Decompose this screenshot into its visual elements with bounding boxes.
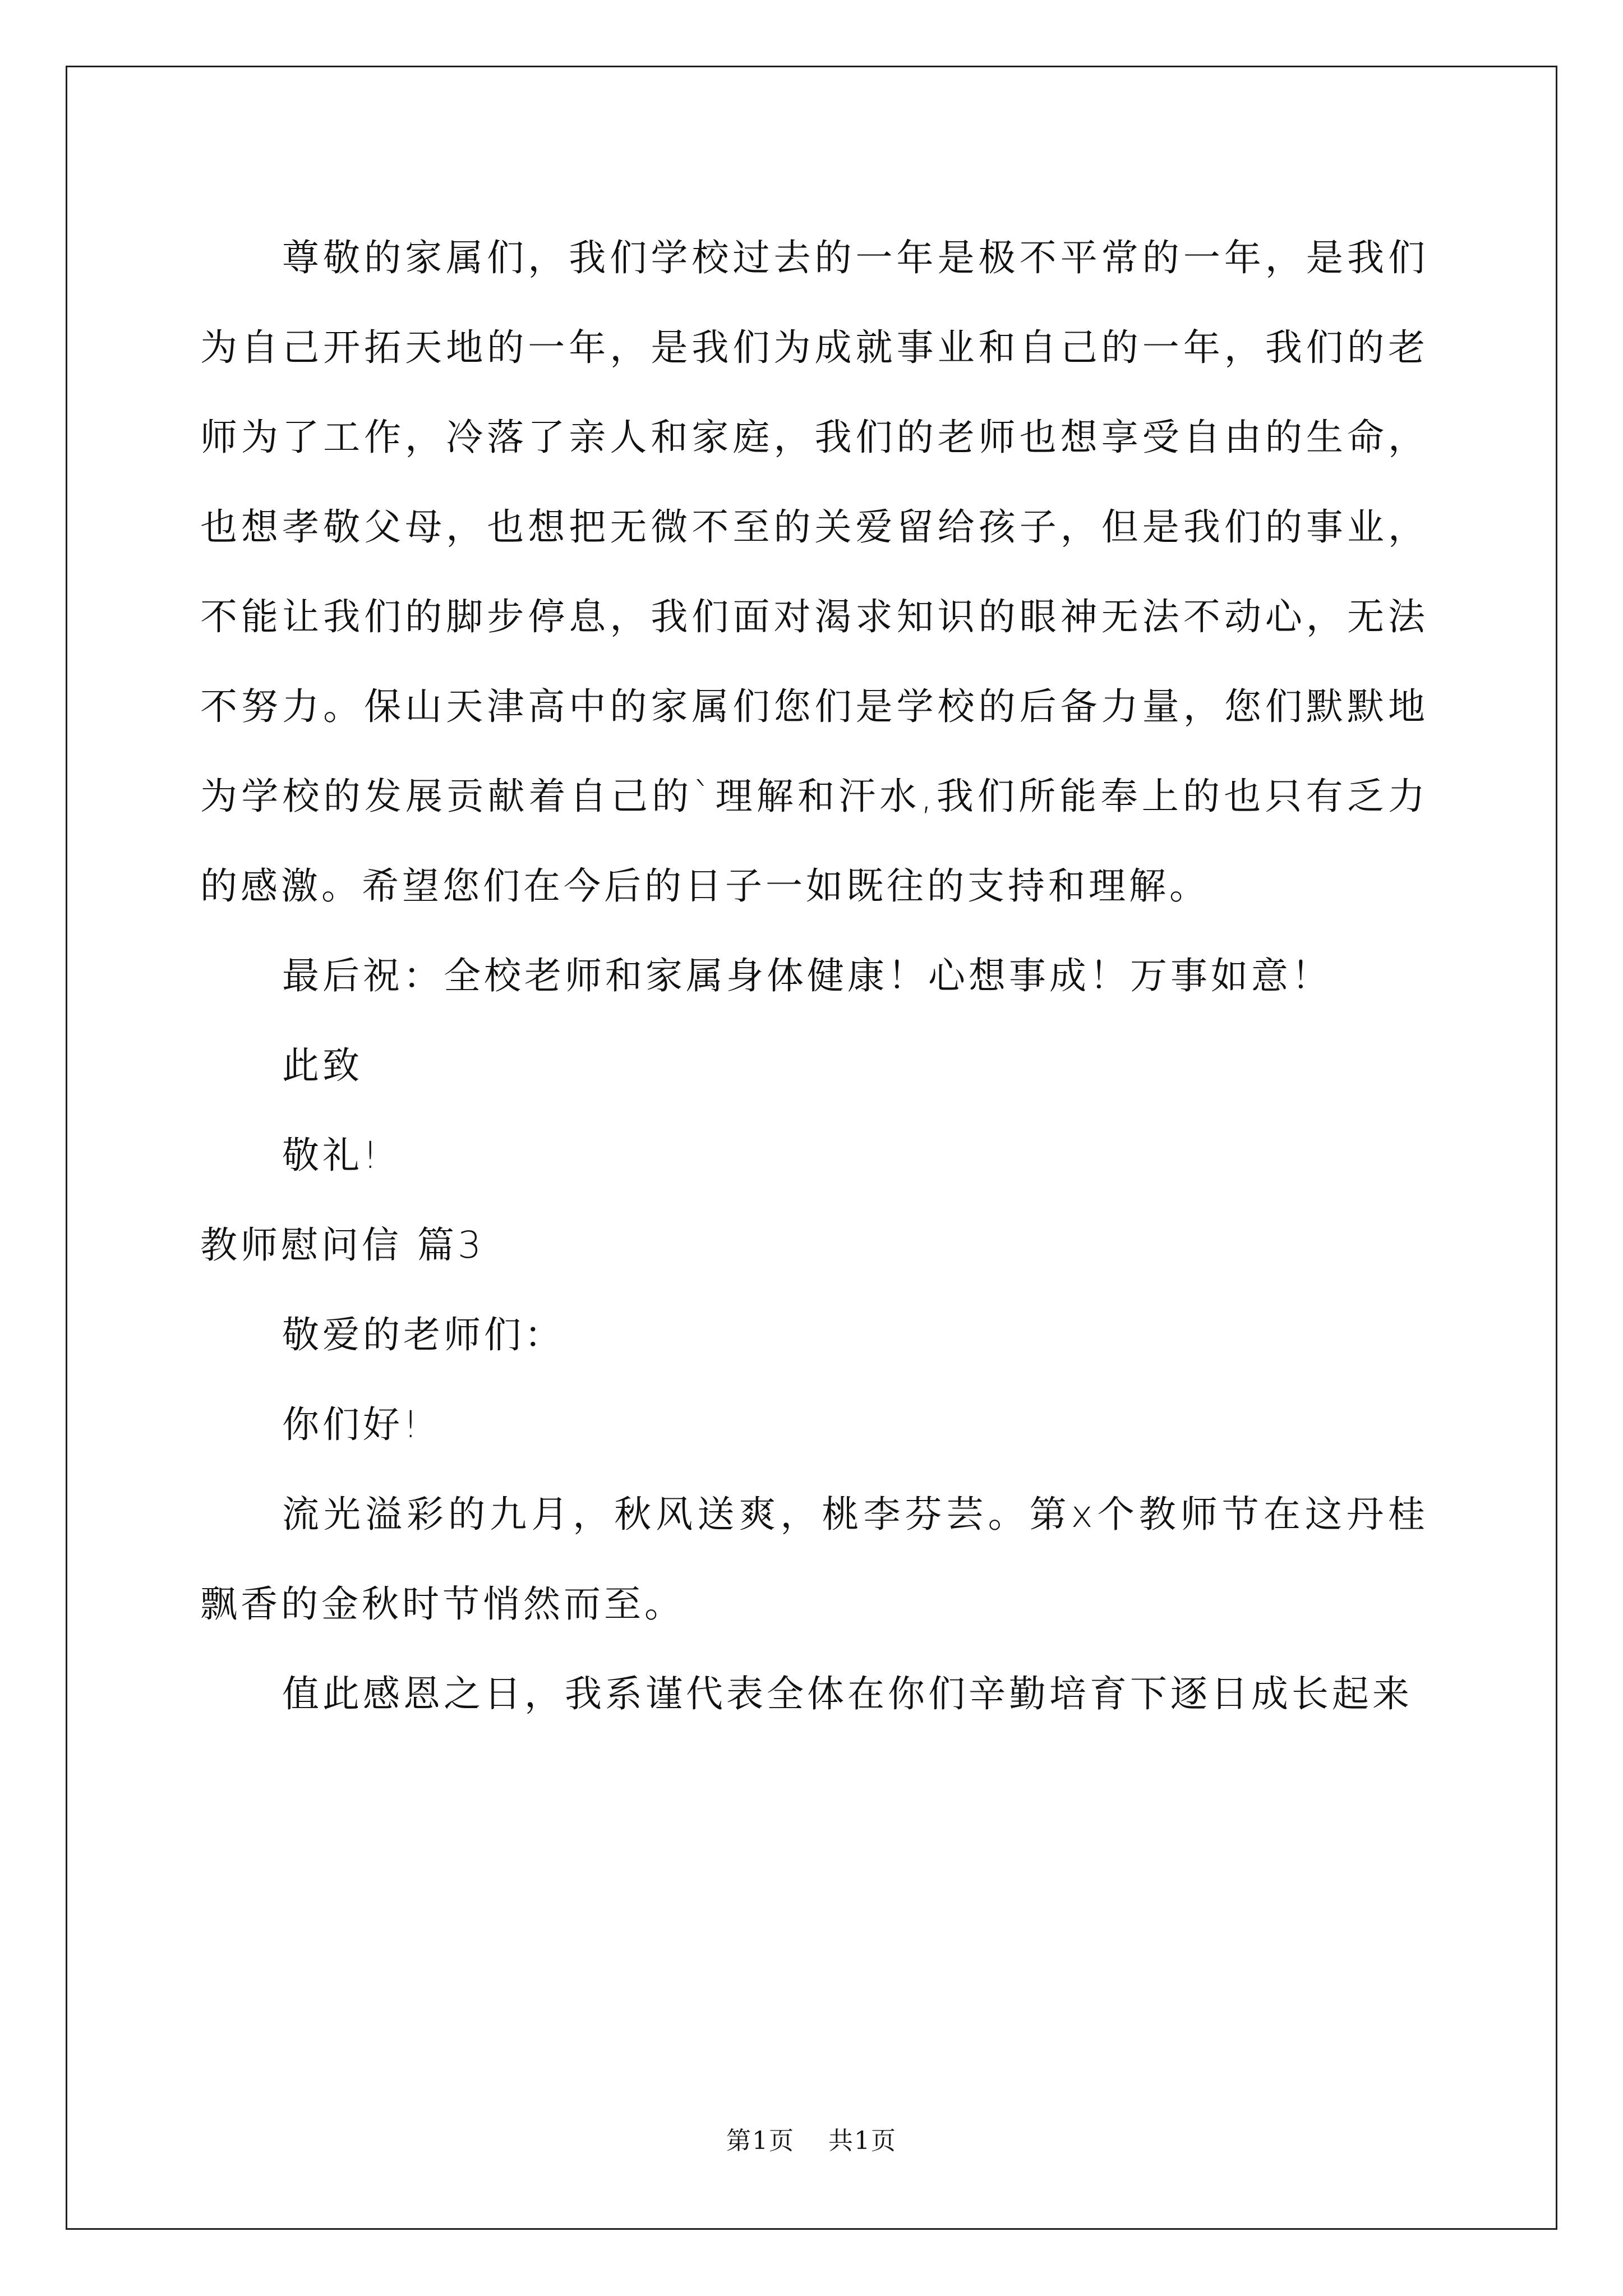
paragraph-gratitude: 值此感恩之日，我系谨代表全体在你们辛勤培育下逐日成长起来 (282, 1672, 1413, 1715)
paragraph-salutation-jingli: 敬礼! (282, 1134, 381, 1177)
document-body (200, 213, 1428, 1739)
paragraph-greeting: 敬爱的老师们： (282, 1313, 565, 1356)
paragraph-hello: 你们好! (282, 1403, 422, 1446)
page-footer (0, 2120, 1623, 2156)
page-number: 第1页 (726, 2127, 795, 2155)
page-total: 共1页 (828, 2127, 897, 2155)
paragraph-september: 流光溢彩的九月，秋风送爽，桃李芬芸。第x个教师节在这丹桂飘香的金秋时节悄然而至。 (200, 1493, 1428, 1626)
paragraph-salutation-cizhi: 此致 (282, 1044, 363, 1087)
paragraph-family-thanks: 尊敬的家属们，我们学校过去的一年是极不平常的一年，是我们为自己开拓天地的一年，是我们为成就事业和自己的一年，我们的老师为了工作，冷落了亲人和家庭，我们的老师也想享受自由的生命，也想孝敬父母，也想把无微不至的关爱留给孩子，但是我们的事业，不能让我们的脚步停息，我们面对渴求知识的眼神无法不动心，无法不努力。保山天津高中的家属们您们是学校的后备力量，您们默默地为学校的发展贡献着自己的`理解和汗水,我们所能奉上的也只有乏力的感激。希望您们在今后的日子一如既往的支持和理解。 (200, 236, 1428, 908)
section-heading: 教师慰问信 篇3 (200, 1223, 485, 1267)
paragraph-closing-wishes: 最后祝：全校老师和家属身体健康！心想事成！万事如意！ (282, 954, 1332, 997)
